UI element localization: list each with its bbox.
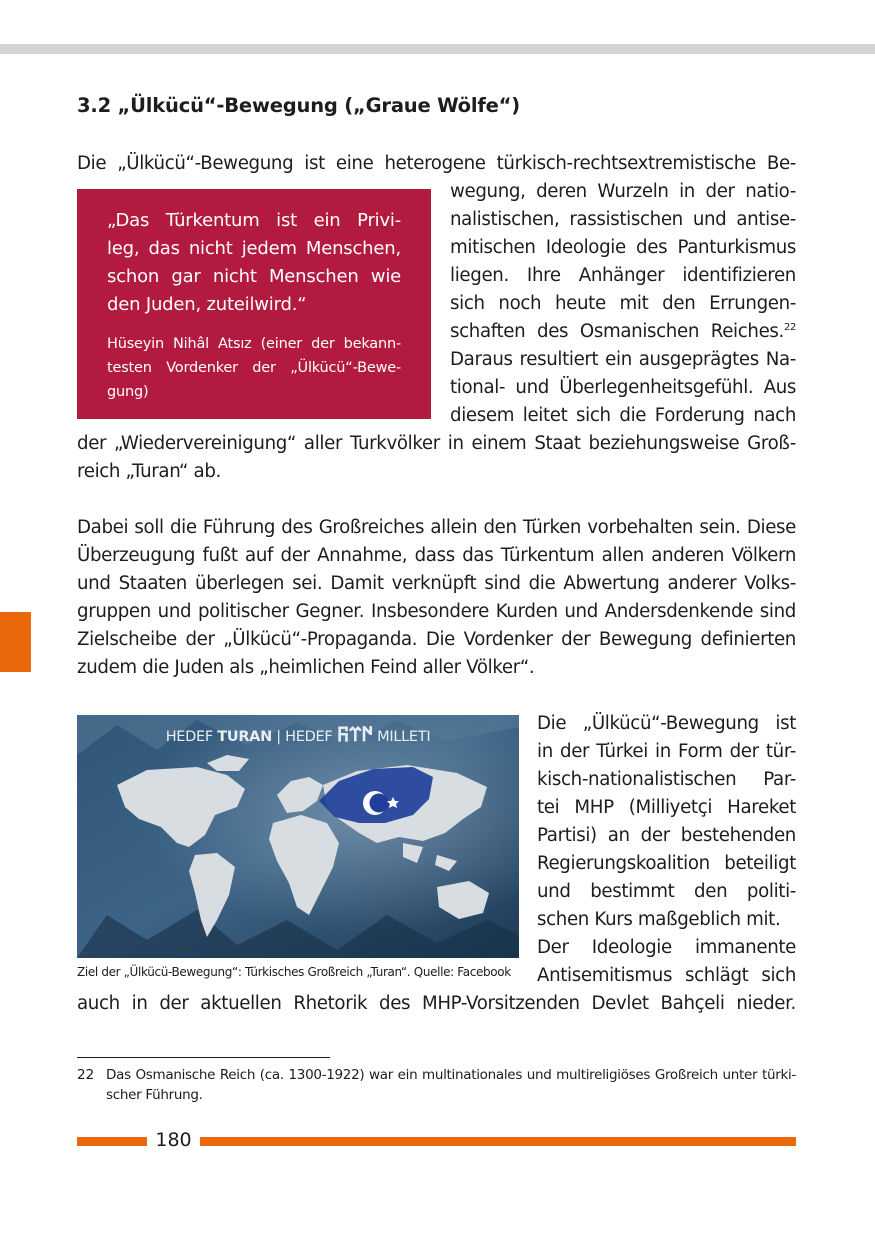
paragraph-1-line: Die „Ülkücü“-Bewegung ist eine heterogene türkisch-rechtsextremistische Be- — [77, 153, 796, 174]
paragraph-2-line: Überzeugung fußt auf der Annahme, dass das Türkentum allen anderen Völkern — [77, 545, 796, 566]
paragraph-1-line: mitischen Ideologie des Panturkismus — [450, 237, 796, 258]
paragraph-1-line: sich noch heute mit den Errungen- — [450, 293, 796, 314]
paragraph-1-line: tional- und Überlegenheitsgefühl. Aus — [450, 377, 796, 398]
footnote-text: scher Führung. — [106, 1087, 203, 1103]
banner-suffix: MILLETI — [372, 729, 431, 745]
paragraph-1-line: diesem leitet sich die Forderung nach — [450, 405, 796, 426]
paragraph-2-line: Zielscheibe der „Ülkücü“-Propaganda. Die Vordenker der Bewegung definierten — [77, 629, 796, 650]
paragraph-3-line: Der Ideologie immanente — [537, 937, 796, 958]
paragraph-3-line: und bestimmt den politi- — [537, 881, 796, 902]
line-text: schaften des Osmanischen Reiches. — [450, 321, 784, 342]
quote-line: den Juden, zuteilwird.“ — [107, 294, 307, 315]
top-bar — [0, 44, 875, 54]
paragraph-3-line: auch in der aktuellen Rhetorik des MHP-Vorsitzenden Devlet Bahçeli nieder. — [77, 993, 796, 1014]
quote-attribution: gung) — [107, 384, 149, 400]
page-bar-right — [200, 1137, 796, 1146]
banner-old-turkic-script: 𐰇𐰼𐰜 — [336, 722, 373, 746]
paragraph-3-line: Partisi) an der bestehenden — [537, 825, 796, 846]
paragraph-3-line: tei MHP (Milliyetçi Hareket — [537, 797, 796, 818]
paragraph-1-line: der „Wiedervereinigung“ aller Turkvölker in einem Staat beziehungsweise Groß- — [77, 433, 796, 454]
paragraph-2-line: zudem die Juden als „heimlichen Feind aller Völker“. — [77, 657, 535, 678]
footnote-text: Das Osmanische Reich (ca. 1300-1922) war ein multinationales und multireligiöses Großreich unter türki- — [106, 1067, 796, 1083]
paragraph-2-line: und Staaten überlegen sei. Damit verknüpft sind die Abwertung anderer Volks- — [77, 573, 796, 594]
quote-attribution: testen Vordenker der „Ülkücü“-Bewe- — [107, 360, 401, 376]
paragraph-2-line: gruppen und politischer Gegner. Insbesondere Kurden und Andersdenkende sind — [77, 601, 796, 622]
paragraph-1-line: Daraus resultiert ein ausgeprägtes Na- — [450, 349, 796, 370]
page-number: 180 — [155, 1129, 192, 1151]
paragraph-1-line: nalistischen, rassistischen und antise- — [450, 209, 796, 230]
footnote-number: 22 — [77, 1067, 95, 1083]
quote-line: leg, das nicht jedem Menschen, — [107, 238, 401, 259]
footnote-reference[interactable]: 22 — [783, 322, 796, 333]
paragraph-3-line: schen Kurs maßgeblich mit. — [537, 909, 781, 930]
crescent-inner — [370, 794, 389, 813]
chapter-tab-marker — [0, 612, 31, 672]
paragraph-2-line: Dabei soll die Führung des Großreiches allein den Türken vorbehalten sein. Diese — [77, 517, 796, 538]
banner-separator: | HEDEF — [271, 729, 337, 745]
banner-prefix: HEDEF — [165, 729, 218, 745]
turan-map-image — [77, 715, 519, 958]
paragraph-3-line: kisch-nationalistischen Par- — [537, 769, 796, 790]
paragraph-1-line: liegen. Ihre Anhänger identifizieren — [450, 265, 796, 286]
quote-attribution: Hüseyin Nihâl Atsız (einer der bekann- — [107, 336, 401, 352]
footnote-separator — [77, 1057, 330, 1058]
page-bar-left — [77, 1137, 147, 1146]
world-map-graphic — [77, 715, 519, 958]
paragraph-3-line: Regierungskoalition beteiligt — [537, 853, 796, 874]
quote-line: schon gar nicht Menschen wie — [107, 266, 401, 287]
paragraph-3-line: Die „Ülkücü“-Bewegung ist — [537, 713, 796, 734]
paragraph-1-line — [450, 318, 796, 346]
quote-line: „Das Türkentum ist ein Privi- — [107, 210, 401, 231]
paragraph-1-line: wegung, deren Wurzeln in der natio- — [450, 181, 796, 202]
figure-caption: Ziel der „Ülkücü-Bewegung“: Türkisches Großreich „Turan“. Quelle: Facebook — [77, 965, 511, 979]
paragraph-3-line: in der Türkei in Form der tür- — [537, 741, 796, 762]
paragraph-1-line: reich „Turan“ ab. — [77, 461, 221, 482]
quote-box — [77, 189, 431, 419]
banner-turan: TURAN — [217, 729, 272, 745]
section-heading: 3.2 „Ülkücü“-Bewegung („Graue Wölfe“) — [77, 94, 521, 117]
paragraph-3-line: Antisemitismus schlägt sich — [537, 965, 796, 986]
